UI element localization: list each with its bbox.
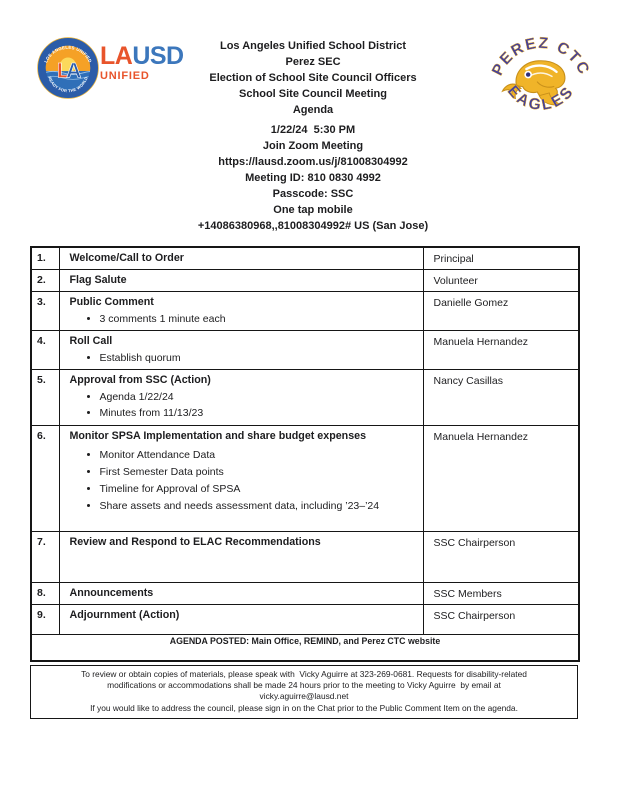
agenda-row-number: 1. [31,247,59,270]
agenda-row-person: Volunteer [423,270,579,292]
agenda-row-person: Principal [423,247,579,270]
agenda-row [31,292,579,331]
lausd-wordmark [100,44,184,82]
meeting-id: Meeting ID: 810 0830 4992 [245,172,381,184]
agenda-row-person: SSC Chairperson [423,605,579,635]
agenda-item-title: Roll Call [69,335,113,347]
agenda-item-bullets [70,311,417,327]
agenda-item-bullet: • Agenda 1/22/24 [100,389,417,405]
agenda-row [31,583,579,605]
agenda-item-title: Adjournment (Action) [69,609,180,621]
seal-monogram-l: L [56,59,70,83]
agenda-row-number: 4. [31,331,59,370]
notice-email: vicky.aguirre@lausd.net [259,691,349,702]
agenda-item-bullets [70,389,417,421]
agenda-row-number: 6. [31,426,59,532]
agenda-row-item [59,292,423,331]
passcode: Passcode: SSC [272,188,354,200]
wordmark-unified: UNIFIED [100,70,150,82]
agenda-row-item [59,331,423,370]
agenda-item-bullet: • Share assets and needs assessment data, including ’23–’24 [100,498,417,515]
agenda-item-bullet: • First Semester Data points [100,464,417,481]
agenda-row-number: 3. [31,292,59,331]
agenda-row-number: 2. [31,270,59,292]
notice-line-1: To review or obtain copies of materials, please speak with Vicky Aguirre at 323-269-0681. Requests for disability-related [81,668,527,679]
one-tap-label: One tap mobile [273,204,353,216]
agenda-item-bullets [70,447,417,515]
header-election: Election of School Site Council Officers [209,72,417,84]
agenda-item-title: Announcements [69,587,154,599]
agenda-row [31,605,579,635]
agenda-item-title: Approval from SSC (Action) [69,374,211,386]
agenda-item-bullet: • Establish quorum [100,350,417,366]
perez-ctc-eagles-logo-icon [486,26,596,136]
agenda-item-title: Welcome/Call to Order [69,252,184,264]
lausd-seal-icon [37,37,99,99]
meeting-datetime: 1/22/24 5:30 PM [270,124,356,136]
notice-line-2: modifications or accommodations shall be made 24 hours prior to the meeting to Vicky Aguirre by email at [107,679,501,690]
agenda-row-person: Danielle Gomez [423,292,579,331]
notice-line-4: If you would like to address the council, please sign in on the Chat prior to the Public Comment Item on the agenda. [90,702,518,713]
agenda-row [31,331,579,370]
agenda-row-item [59,247,423,270]
agenda-row-item [59,426,423,532]
header-meeting: School Site Council Meeting [239,88,387,100]
agenda-row-person: Nancy Casillas [423,370,579,426]
agenda-row-person: Manuela Hernandez [423,331,579,370]
agenda-row [31,426,579,532]
agenda-item-title: Public Comment [69,296,154,308]
agenda-row-person: Manuela Hernandez [423,426,579,532]
agenda-posted-note: AGENDA POSTED: Main Office, REMIND, and Perez CTC website [31,635,579,661]
agenda-row-number: 8. [31,583,59,605]
agenda-row-item [59,532,423,583]
eagles-arc-bottom-text: EAGLES [503,82,579,115]
agenda-row-number: 5. [31,370,59,426]
agenda-item-title: Monitor SPSA Implementation and share budget expenses [69,430,367,442]
agenda-row-person: SSC Chairperson [423,532,579,583]
agenda-row-number: 7. [31,532,59,583]
agenda-row-item [59,605,423,635]
agenda-row [31,532,579,583]
agenda-row-number: 9. [31,605,59,635]
header-school: Perez SEC [285,56,341,68]
seal-bottom-arc-text: READY FOR THE WORLD [47,75,89,94]
one-tap-number: +14086380968,,81008304992# US (San Jose) [197,220,429,232]
agenda-row [31,270,579,292]
agenda-row [31,247,579,270]
agenda-row [31,370,579,426]
footer-notice-box [30,665,578,720]
agenda-item-bullet: • Minutes from 11/13/23 [100,405,417,421]
agenda-item-title: Review and Respond to ELAC Recommendations [69,536,321,548]
eagles-arc-top-text: PEREZ CTC [489,34,593,79]
zoom-url: https://lausd.zoom.us/j/81008304992 [218,156,408,168]
agenda-posted-row [31,635,579,661]
header-agenda-label: Agenda [292,104,334,116]
agenda-row-item [59,370,423,426]
seal-top-arc-text: LOS ANGELES UNIFIED [43,44,93,64]
wordmark-la: LA [100,42,133,70]
agenda-item-bullet: • Monitor Attendance Data [100,447,417,464]
agenda-item-bullets [70,350,417,366]
agenda-row-person: SSC Members [423,583,579,605]
agenda-row-item [59,583,423,605]
seal-monogram-a: A [66,59,82,83]
header-district: Los Angeles Unified School District [219,40,406,52]
agenda-item-bullet: • 3 comments 1 minute each [100,311,417,327]
wordmark-usd: USD [132,42,184,70]
agenda-table [30,246,580,662]
agenda-item-title: Flag Salute [69,274,127,286]
agenda-row-item [59,270,423,292]
join-zoom-label: Join Zoom Meeting [262,140,364,152]
agenda-item-bullet: • Timeline for Approval of SPSA [100,481,417,498]
